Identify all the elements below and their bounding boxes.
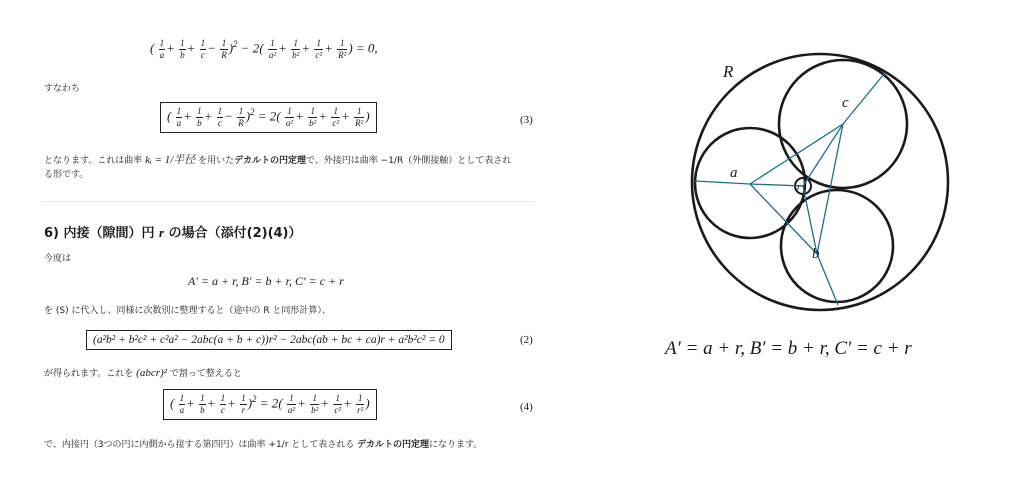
label-R: R xyxy=(723,62,734,81)
equation-2-boxed: (a²b² + b²c² + c²a² − 2abc(a + b + c))r² − 2abc(ab + bc + ca)r + a²b²c² = 0 xyxy=(86,330,452,350)
circle-a xyxy=(695,128,805,238)
substitution-equation: A′ = a + r, B′ = b + r, C′ = c + r xyxy=(188,274,344,288)
radius-lines xyxy=(695,74,884,305)
equation-number-4: (4) xyxy=(520,401,533,413)
final-line: で、内接円（3つの円に内側から接する第四円）は曲率 +1/r として表される デカルトの円定理になります。 xyxy=(44,440,483,450)
descartes-line-1: となります。これは曲率 kᵢ = 1/半径 を用いたデカルトの円定理で、外接円は曲率 −1/R（外側接触）として表され xyxy=(44,154,512,166)
label-r: r xyxy=(797,182,801,193)
outer-circle xyxy=(692,54,948,310)
figure-caption-equation: A′ = a + r, B′ = b + r, C′ = c + r xyxy=(665,338,912,359)
substitution-line: を (S) に代入し、同様に次数別に整理すると（途中の R と同形計算）、 xyxy=(44,306,331,316)
descartes-line-2: る形です。 xyxy=(44,170,89,180)
equation-4-boxed: ( $\frac{1}{a}$ + $\frac{1}{b}$ + $\frac{1}{c}$ + $\frac{1}{r}$ )$^2$ = 2( $\frac{1}{\text{a²}}$ + $\frac{1}{\text{b²}}$ + $\frac{1}{\text{c²}}$ + $\frac{1}{\text{r²}}$ ) xyxy=(163,389,377,420)
label-c: c xyxy=(842,95,849,111)
divide-line: が得られます。これを (abcr)² で割って整えると xyxy=(44,367,242,379)
equation-expanded: ( $\frac{1}{a}$ + $\frac{1}{b}$ + $\frac{1}{c}$ − $\frac{1}{R}$ )$^2$ − 2( $\frac{1}{\text{a²}}$ + $\frac{1}{\text{b²}}$ + $\frac{1}{\text{c²}}$ + $\frac{1}{\text{R²}}$ ) = 0, xyxy=(150,38,378,60)
text-sunawachi: すなわち xyxy=(44,84,81,94)
equation-number-3: (3) xyxy=(520,114,533,126)
circle-b xyxy=(781,190,893,302)
divider xyxy=(42,201,534,202)
text-kondo: 今度は xyxy=(44,254,72,264)
equation-number-2: (2) xyxy=(520,334,533,346)
equation-3-boxed: ( $\frac{1}{a}$ + $\frac{1}{b}$ + $\frac{1}{c}$ − $\frac{1}{R}$ )$^2$ = 2( $\frac{1}{\text{a²}}$ + $\frac{1}{\text{b²}}$ + $\frac{1}{\text{c²}}$ + $\frac{1}{\text{R²}}$ ) xyxy=(160,102,377,133)
descartes-circle-figure xyxy=(660,40,980,320)
section-title: 6) 内接（隙間）円 r の場合（添付(2)(4)） xyxy=(44,225,302,241)
label-b: b xyxy=(812,246,820,262)
label-a: a xyxy=(730,165,738,181)
